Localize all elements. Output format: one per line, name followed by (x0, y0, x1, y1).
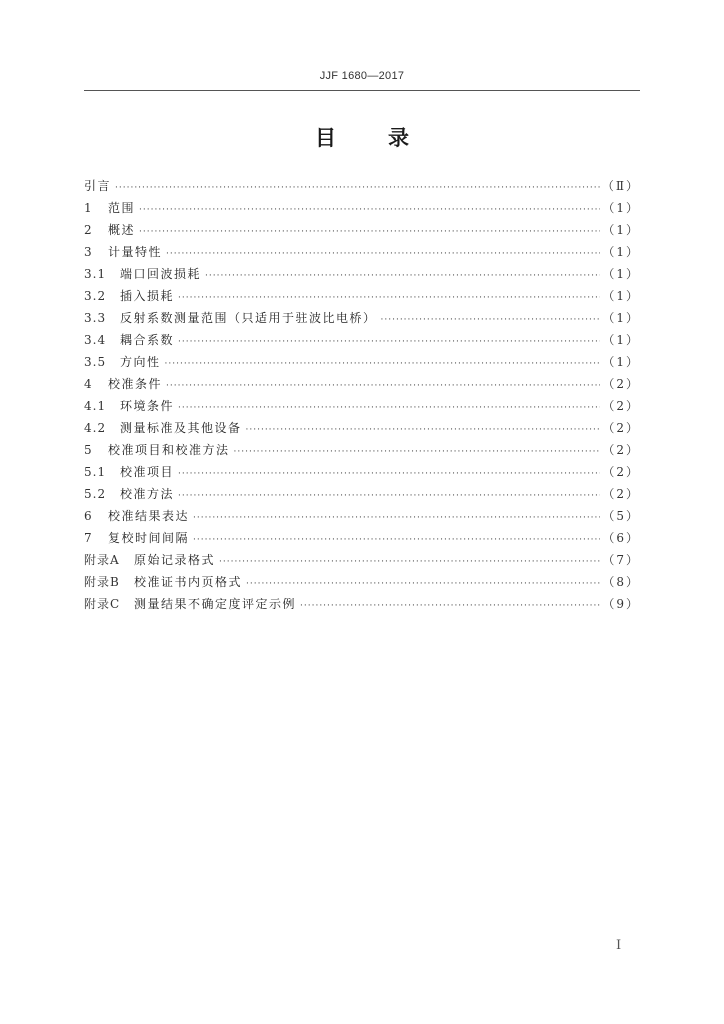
dot-leader (115, 177, 600, 199)
toc-entry-page: （Ⅱ） (601, 179, 640, 193)
toc-entry-number: 3.1 (84, 267, 107, 281)
toc-entry-page: （2） (602, 421, 640, 435)
document-code-header: JJF 1680—2017 (319, 70, 405, 82)
toc-entry[interactable] (84, 395, 640, 417)
toc-entry-number: 3.2 (84, 289, 107, 303)
toc-entry-number: 7 (84, 531, 93, 545)
toc-entry-title: 校准证书内页格式 (134, 575, 243, 589)
toc-entry-page: （2） (602, 399, 640, 413)
toc-entry-title: 计量特性 (108, 245, 163, 259)
dot-leader (178, 463, 600, 485)
toc-entry[interactable] (84, 241, 640, 263)
toc-entry-page: （2） (602, 465, 640, 479)
toc-entry-number: 4.2 (84, 421, 107, 435)
toc-entry[interactable] (84, 263, 640, 285)
toc-entry-page: （5） (602, 509, 640, 523)
toc-entry-page: （2） (602, 377, 640, 391)
toc-entry-title: 耦合系数 (120, 333, 175, 347)
toc-entry-title: 校准项目和校准方法 (108, 443, 230, 457)
dot-leader (178, 287, 600, 309)
toc-entry-title: 环境条件 (120, 399, 175, 413)
toc-entry-number: 4.1 (84, 399, 107, 413)
toc-entry[interactable] (84, 527, 640, 549)
dot-leader (178, 485, 600, 507)
toc-entry-page: （1） (602, 223, 640, 237)
toc-entry-number: 附录B (84, 575, 120, 589)
toc-entry-number: 附录C (84, 597, 121, 611)
toc-entry[interactable] (84, 175, 640, 197)
dot-leader (165, 353, 601, 375)
toc-entry-title: 测量标准及其他设备 (120, 421, 242, 435)
toc-entry[interactable] (84, 329, 640, 351)
toc-entry-number: 2 (84, 223, 93, 237)
toc-entry[interactable] (84, 571, 640, 593)
toc-entry[interactable] (84, 505, 640, 527)
dot-leader (178, 331, 600, 353)
dot-leader (219, 551, 600, 573)
dot-leader (178, 397, 600, 419)
toc-entry-page: （2） (602, 487, 640, 501)
toc-entry-page: （1） (602, 311, 640, 325)
toc-entry-title: 范围 (108, 201, 136, 215)
toc-entry-title: 原始记录格式 (134, 553, 216, 567)
toc-entry-number: 4 (84, 377, 93, 391)
toc-entry-page: （2） (602, 443, 640, 457)
toc-entry-number: 5.1 (84, 465, 107, 479)
toc-entry[interactable] (84, 285, 640, 307)
toc-entry-title: 测量结果不确定度评定示例 (134, 597, 297, 611)
table-of-contents (84, 175, 640, 615)
toc-entry[interactable] (84, 219, 640, 241)
toc-entry[interactable] (84, 483, 640, 505)
toc-entry-title: 复校时间间隔 (108, 531, 190, 545)
toc-entry-page: （1） (602, 245, 640, 259)
toc-entry[interactable] (84, 461, 640, 483)
toc-entry-title: 引言 (84, 179, 112, 193)
toc-entry-page: （7） (602, 553, 640, 567)
toc-entry-title: 校准条件 (108, 377, 163, 391)
toc-entry-number: 5 (84, 443, 93, 457)
toc-entry-page: （8） (602, 575, 640, 589)
dot-leader (139, 199, 600, 221)
toc-entry-page: （9） (602, 597, 640, 611)
toc-entry-title: 概述 (108, 223, 136, 237)
toc-entry-page: （1） (602, 289, 640, 303)
dot-leader (300, 595, 600, 617)
toc-entry-title: 方向性 (120, 355, 161, 369)
dot-leader (166, 375, 600, 397)
toc-entry-number: 附录A (84, 553, 120, 567)
toc-entry-number: 5.2 (84, 487, 107, 501)
dot-leader (381, 309, 601, 331)
dot-leader (166, 243, 600, 265)
toc-entry[interactable] (84, 439, 640, 461)
toc-entry-number: 3.3 (84, 311, 107, 325)
toc-entry[interactable] (84, 351, 640, 373)
toc-entry-page: （1） (602, 201, 640, 215)
toc-entry-number: 1 (84, 201, 93, 215)
dot-leader (246, 573, 600, 595)
toc-entry-title: 校准结果表达 (108, 509, 190, 523)
toc-entry-title: 校准方法 (120, 487, 175, 501)
dot-leader (193, 529, 600, 551)
dot-leader (193, 507, 600, 529)
toc-entry[interactable] (84, 593, 640, 615)
dot-leader (234, 441, 601, 463)
toc-entry[interactable] (84, 373, 640, 395)
toc-entry-title: 校准项目 (120, 465, 175, 479)
toc-entry-page: （1） (602, 333, 640, 347)
toc-entry-page: （6） (602, 531, 640, 545)
toc-entry-number: 3.4 (84, 333, 107, 347)
dot-leader (139, 221, 600, 243)
page-number: Ⅰ (616, 938, 622, 953)
toc-entry-page: （1） (602, 355, 640, 369)
toc-entry-number: 6 (84, 509, 93, 523)
toc-entry-title: 反射系数测量范围（只适用于驻波比电桥） (120, 311, 377, 325)
dot-leader (246, 419, 601, 441)
toc-entry[interactable] (84, 307, 640, 329)
toc-entry-number: 3 (84, 245, 93, 259)
toc-entry-title: 插入损耗 (120, 289, 175, 303)
dot-leader (205, 265, 600, 287)
toc-entry-title: 端口回波损耗 (120, 267, 202, 281)
toc-entry-page: （1） (602, 267, 640, 281)
toc-title: 目录 (315, 126, 461, 150)
toc-entry[interactable] (84, 549, 640, 571)
toc-entry[interactable] (84, 197, 640, 219)
header-divider (84, 90, 640, 91)
toc-entry[interactable] (84, 417, 640, 439)
toc-entry-number: 3.5 (84, 355, 107, 369)
